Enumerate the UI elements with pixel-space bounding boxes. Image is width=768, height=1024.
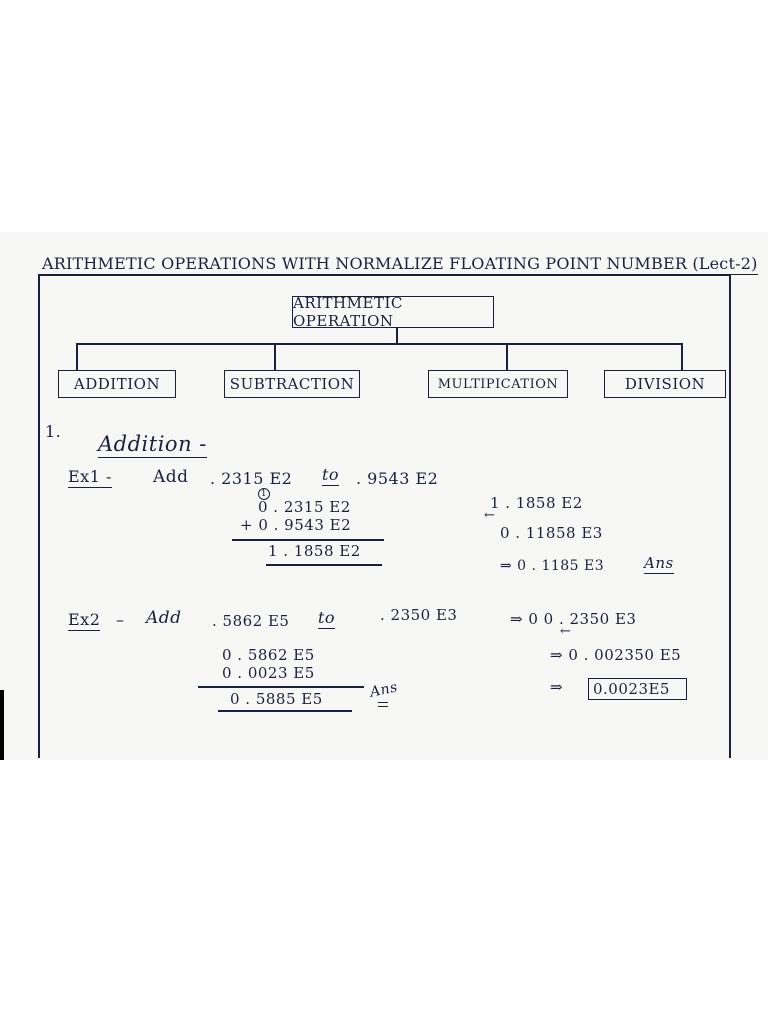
ex1-problem-b: . 9543 E2: [356, 469, 439, 488]
tree-root-label: ARITHMETIC OPERATION: [293, 294, 403, 330]
tree-root-stem: [396, 328, 398, 344]
ex2-row2: 0 . 0023 E5: [222, 664, 315, 682]
ex2-label: Ex2: [68, 610, 101, 629]
ex2-sum: 0 . 5885 E5: [230, 690, 323, 708]
page-edge-shadow: [0, 690, 4, 760]
ex1-row1: 0 . 2315 E2: [258, 498, 351, 516]
ex2-step-arrow: ←: [560, 624, 572, 639]
ex2-step-3-prefix: ⇒: [550, 678, 564, 696]
ex2-sum-rule: [198, 686, 364, 688]
ex1-ans-word: Ans: [644, 554, 674, 572]
ex2-ans-mark-1: [378, 702, 388, 703]
notebook-page: [0, 232, 768, 760]
tree-child-multiplication: MULTIPICATION: [428, 370, 568, 398]
tree-child-division: DIVISION: [604, 370, 726, 398]
ex1-sum-rule: [232, 539, 384, 541]
ex1-sum-underline: [266, 564, 382, 566]
ex1-sum: 1 . 1858 E2: [268, 542, 361, 560]
ex1-carry: 1: [258, 488, 270, 500]
tree-child-addition: ADDITION: [58, 370, 176, 398]
ex2-ans-word: Ans: [368, 679, 400, 701]
tree-stem-1: [76, 343, 78, 371]
tree-stem-3: [506, 343, 508, 371]
ex2-sum-underline: [218, 710, 352, 712]
ex1-problem-a: . 2315 E2: [210, 469, 293, 488]
tree-bar: [76, 343, 682, 345]
frame-top: [38, 274, 730, 276]
frame-right: [729, 274, 731, 758]
ex1-verb: Add: [153, 467, 189, 487]
ex2-problem-b: . 2350 E3: [380, 606, 458, 624]
ex2-ans-mark-2: [378, 706, 388, 707]
ex2-to: to: [318, 608, 336, 627]
ex2-row1: 0 . 5862 E5: [222, 646, 315, 664]
ex2-step-2: ⇒ 0 . 002350 E5: [550, 646, 682, 664]
ex2-verb: Add: [146, 608, 182, 628]
ex2-final-answer-box: 0.0023E5: [588, 678, 687, 700]
tree-stem-4: [681, 343, 683, 371]
section-number: 1.: [45, 422, 62, 441]
ex1-row2: + 0 . 9543 E2: [240, 516, 352, 534]
ex1-to: to: [322, 465, 340, 484]
ex2-problem-a: . 5862 E5: [212, 612, 290, 630]
ex1-label: Ex1 -: [68, 467, 112, 486]
frame-left: [38, 274, 40, 758]
section-heading: Addition -: [98, 432, 207, 456]
tree-root-box: [292, 296, 494, 328]
tree-child-subtraction: SUBTRACTION: [224, 370, 360, 398]
ex1-arrow: ←: [484, 508, 496, 523]
ex2-step-1: ⇒ 0 0 . 2350 E3: [510, 610, 637, 628]
tree-stem-2: [274, 343, 276, 371]
page-title: ARITHMETIC OPERATIONS WITH NORMALIZE FLOATING POINT NUMBER (Lect-2): [42, 254, 758, 273]
ex1-normalize-1: 1 . 1858 E2: [490, 494, 583, 512]
ex1-answer: ⇒ 0 . 1185 E3: [500, 558, 605, 574]
ex2-dash: –: [116, 610, 125, 629]
ex1-normalize-2: 0 . 11858 E3: [500, 524, 603, 542]
